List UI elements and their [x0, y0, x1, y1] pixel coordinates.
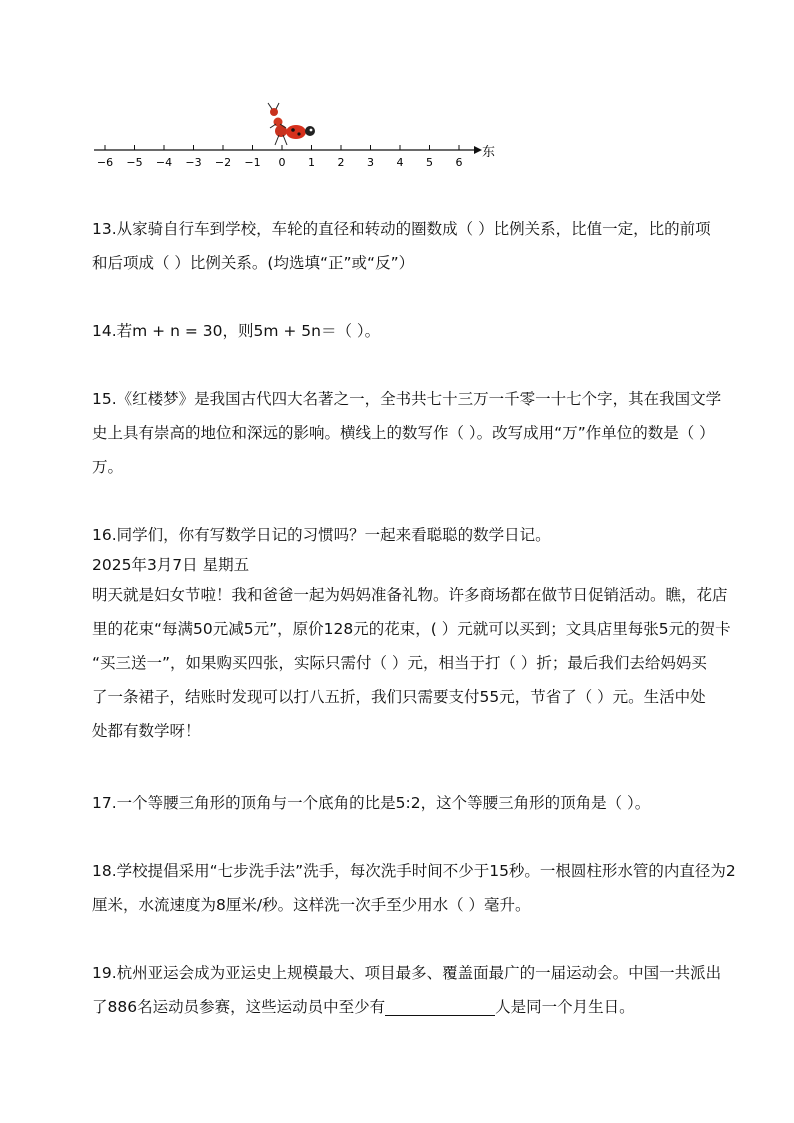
question-16-line-5: “买三送一”，如果购买四张，实际只需付（ ）元，相当于打（ ）折；最后我们去给妈妈买: [92, 654, 707, 672]
question-14: [92, 314, 712, 348]
question-15-line-1: 15.《红楼梦》是我国古代四大名著之一，全书共七十三万一千零一十七个字，其在我国文学: [92, 390, 722, 408]
diary-date: 2025年3月7日 星期五: [92, 556, 250, 574]
question-15-line-3: 万。: [92, 458, 124, 476]
question-19-line-2-after: 人是同一个月生日。: [495, 998, 635, 1016]
question-17: [92, 786, 712, 820]
number-line-tick-label: −1: [244, 156, 261, 169]
question-16: [92, 518, 731, 748]
question-19-line-2-before: 了886名运动员参赛，这些运动员中至少有: [92, 998, 386, 1016]
number-line-tick-label: 6: [455, 156, 463, 169]
question-15-line-2: 史上具有崇高的地位和深远的影响。横线上的数写作（ ）。改写成用“万”作单位的数是（ ）: [92, 424, 715, 442]
question-18: [92, 854, 736, 922]
number-line-tick-label: 3: [367, 156, 374, 169]
question-17-line-1: 17.一个等腰三角形的顶角与一个底角的比是5:2，这个等腰三角形的顶角是（ ）。: [92, 794, 651, 812]
number-line-tick-label: −5: [126, 156, 143, 169]
ladybug-icon: [286, 125, 315, 139]
number-line-tick-label: −4: [155, 156, 173, 169]
question-14-line-1: 14.若m + n = 30，则5m + 5n＝（ ）。: [92, 322, 381, 340]
question-18-line-2: 厘米，水流速度为8厘米/秒。这样洗一次手至少用水（ ）毫升。: [92, 896, 531, 914]
direction-label: 东: [482, 145, 496, 160]
question-13-line-2: 和后项成（ ）比例关系。(均选填“正”或“反”）: [92, 254, 415, 272]
number-line-tick-label: 0: [278, 156, 286, 169]
question-19: [92, 956, 722, 1024]
question-15: [92, 382, 722, 484]
number-line-tick-label: 5: [426, 156, 433, 169]
question-16-line-4: 里的花束“每满50元减5元”，原价128元的花束，( ）元就可以买到；文具店里每张5元的贺卡: [92, 620, 731, 638]
number-line-figure: [90, 100, 510, 170]
question-13: [92, 212, 712, 280]
number-line-tick-label: −6: [96, 156, 114, 169]
number-line-tick-label: 4: [396, 156, 404, 169]
question-13-line-1: 13.从家骑自行车到学校，车轮的直径和转动的圈数成（ ）比例关系，比值一定，比的前项: [92, 220, 711, 238]
question-19-line-2: [92, 990, 712, 1024]
question-16-line-1: 16.同学们，你有写数学日记的习惯吗？一起来看聪聪的数学日记。: [92, 526, 551, 544]
number-line-tick-label: 2: [337, 156, 345, 169]
question-16-line-6: 了一条裙子，结账时发现可以打八五折，我们只需要支付55元，节省了（ ）元。生活中处: [92, 688, 706, 706]
ant-icon: [268, 103, 287, 145]
question-16-line-3: 明天就是妇女节啦！我和爸爸一起为妈妈准备礼物。许多商场都在做节日促销活动。瞧，花店: [92, 586, 728, 604]
number-line-tick-label: −2: [214, 156, 232, 169]
question-19-line-1: 19.杭州亚运会成为亚运史上规模最大、项目最多、覆盖面最广的一届运动会。中国一共派出: [92, 964, 722, 982]
number-line-tick-label: −3: [185, 156, 202, 169]
question-18-line-1: 18.学校提倡采用“七步洗手法”洗手，每次洗手时间不少于15秒。一根圆柱形水管的内直径为2: [92, 862, 736, 880]
number-line-arrow: [474, 146, 482, 154]
number-line-tick-label: 1: [308, 156, 315, 169]
answer-blank[interactable]: [385, 995, 495, 1016]
question-16-line-7: 处都有数学呀！: [92, 722, 201, 740]
